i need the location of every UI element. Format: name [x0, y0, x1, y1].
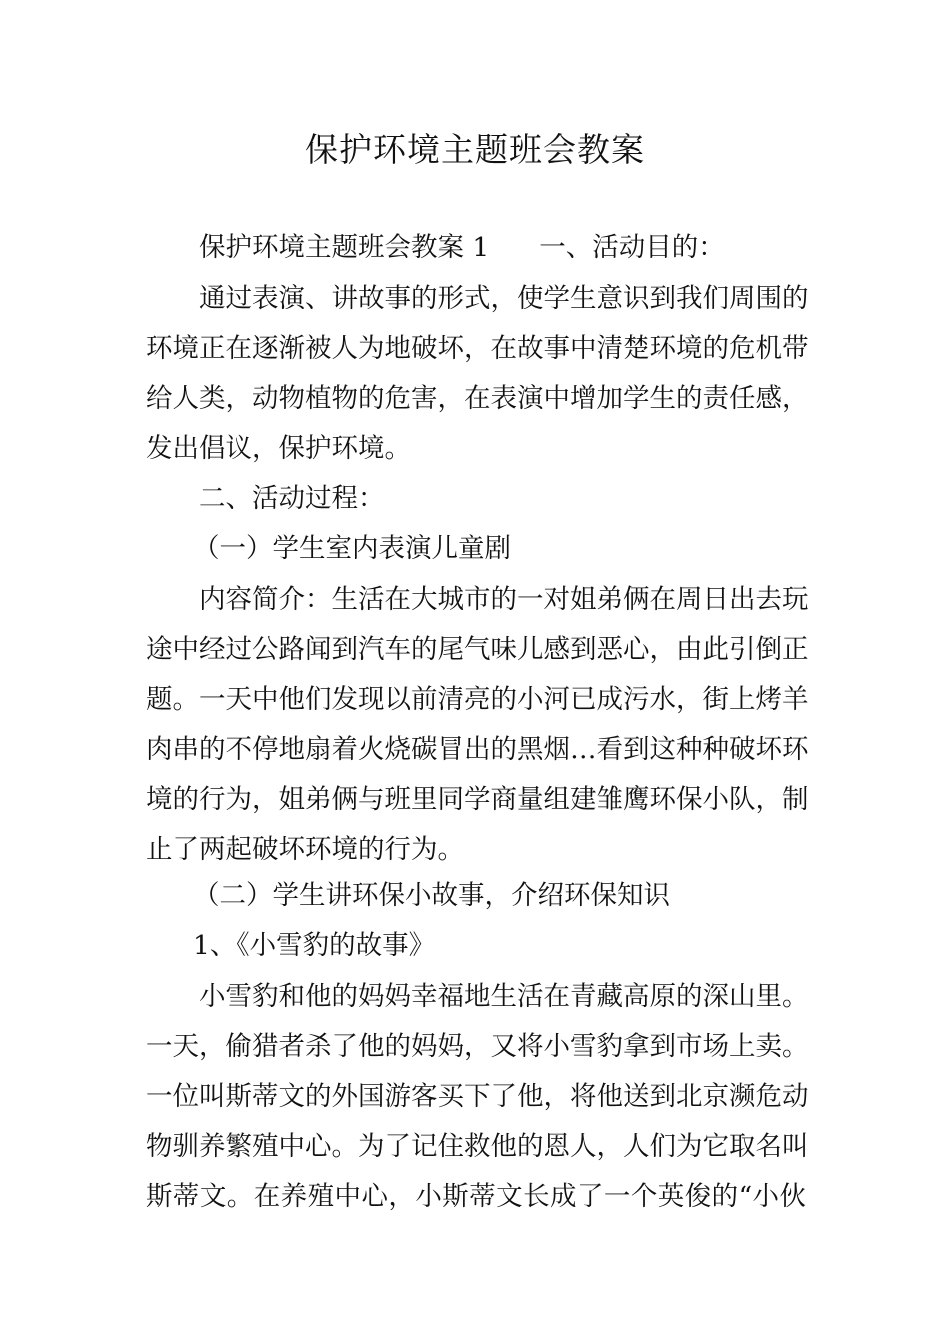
lesson-plan-label: 保护环境主题班会教案 1 — [199, 232, 490, 263]
story-title: 1、《小雪豹的故事》 — [193, 930, 436, 961]
section-heading-purpose: 一、活动目的： — [539, 232, 725, 263]
paragraph-line: 通过表演、讲故事的形式，使学生意识到我们周围的 — [199, 283, 809, 314]
paragraph-line: 一位叫斯蒂文的外国游客买下了他，将他送到北京濒危动 — [146, 1081, 809, 1112]
paragraph-line: 境的行为，姐弟俩与班里同学商量组建雏鹰环保小队，制 — [146, 784, 809, 815]
subsection-heading-1: （一）学生室内表演儿童剧 — [193, 533, 511, 564]
paragraph-line: 物驯养繁殖中心。为了记住救他的恩人，人们为它取名叫 — [146, 1131, 809, 1162]
paragraph-line: 斯蒂文。在养殖中心，小斯蒂文长成了一个英俊的“小伙 — [146, 1181, 806, 1212]
paragraph-line: 途中经过公路闻到汽车的尾气味儿感到恶心，由此引倒正 — [146, 634, 809, 665]
paragraph-line: 环境正在逐渐被人为地破坏，在故事中清楚环境的危机带 — [146, 333, 809, 364]
paragraph-line: 内容简介：生活在大城市的一对姐弟俩在周日出去玩 — [199, 584, 809, 615]
heading-line — [199, 228, 859, 268]
subsection-heading-2: （二）学生讲环保小故事，介绍环保知识 — [193, 880, 670, 911]
paragraph-line: 题。一天中他们发现以前清亮的小河已成污水，街上烤羊 — [146, 684, 809, 715]
paragraph-line: 给人类，动物植物的危害，在表演中增加学生的责任感， — [146, 383, 809, 414]
paragraph-line: 一天，偷猎者杀了他的妈妈，又将小雪豹拿到市场上卖。 — [146, 1031, 809, 1062]
paragraph-line: 肉串的不停地扇着火烧碳冒出的黑烟…看到这种种破坏环 — [146, 734, 809, 765]
paragraph-line: 小雪豹和他的妈妈幸福地生活在青藏高原的深山里。 — [199, 981, 809, 1012]
document-title: 保护环境主题班会教案 — [305, 130, 645, 169]
paragraph-line: 发出倡议，保护环境。 — [146, 433, 411, 464]
paragraph-line: 止了两起破坏环境的行为。 — [146, 834, 464, 865]
section-heading-process: 二、活动过程： — [199, 483, 385, 514]
